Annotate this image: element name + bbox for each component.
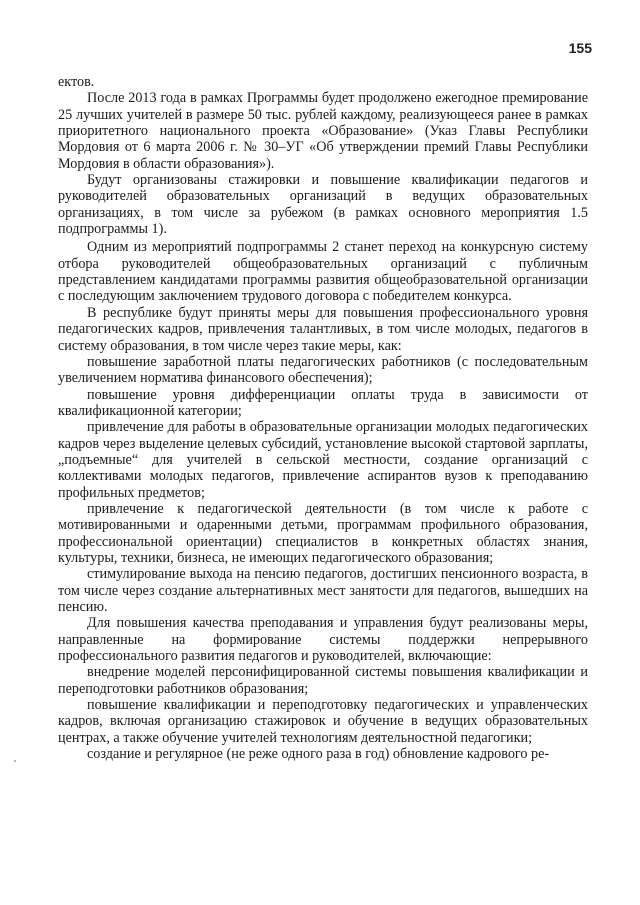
paragraph-internships: Будут организованы стажировки и повышение квалификации педагогов и руководителей образовательных организаций в ведущих образовательных организациях, в том числе за рубежом (в рамках основного мероприятия 1.5 подпрограммы 1). <box>58 172 588 238</box>
list-item-personalized-models: внедрение моделей персонифицированной системы повышения квалификации и переподготовки работников образования; <box>58 664 588 697</box>
list-item-specialists: привлечение к педагогической деятельности (в том числе к работе с мотивированными и одаренными детьми, программам профильного образования, профессиональной ориентации) специалистов в конкретных областях знания, культуры, техники, бизнеса, не имеющих педагогического образования; <box>58 500 588 566</box>
paragraph-measures-intro: В республике будут приняты меры для повышения профессионального уровня педагогических кадров, привлечения талантливых, в том числе молодых, педагогов в систему образования, в том числе через такие меры, как: <box>58 304 588 354</box>
paragraph-competitive-selection: Одним из мероприятий подпрограммы 2 станет переход на конкурсную систему отбора руководителей общеобразовательных организаций с публичным представлением кандидатами программы развития общеобразовательной организации с последующим заключением трудового договора с победителем конкурса. <box>58 239 588 305</box>
page-number: 155 <box>568 40 592 56</box>
list-item-qualification-upgrade: повышение квалификации и переподготовку педагогических и управленческих кадров, включая организацию стажировок и обучение в ведущих образовательных центрах, а также обучение учителей технологиям деятельностной педагогики; <box>58 697 588 746</box>
body-text <box>58 74 588 762</box>
list-item-salary-increase: повышение заработной платы педагогических работников (с последовательным увеличением норматива финансового обеспечения); <box>58 353 588 387</box>
list-item-young-teachers: привлечение для работы в образовательные организации молодых педагогических кадров через выделение целевых субсидий, установление высокой стартовой зарплаты, „подъемные“ для учителей в сельской местности, создание организаций с коллективами молодых педагогов, привлечение аспирантов вузов к преподаванию профильных предметов; <box>58 419 588 501</box>
list-item-personnel-reserve: создание и регулярное (не реже одного раза в год) обновление кадрового ре- <box>87 746 550 763</box>
paragraph-teaching-quality: Для повышения качества преподавания и управления будут реализованы меры, направленные на формирование системы поддержки непрерывного профессионального развития педагогов и руководителей, включающие: <box>58 615 588 665</box>
scan-artifact <box>14 760 16 762</box>
paragraph-continuation: ектов. <box>58 74 95 90</box>
list-item-retirement: стимулирование выхода на пенсию педагогов, достигших пенсионного возраста, в том числе через создание альтернативных мест занятости для педагогов, вышедших на пенсию. <box>58 566 588 615</box>
paragraph-teacher-awards: После 2013 года в рамках Программы будет продолжено ежегодное премирование 25 лучших учителей в размере 50 тыс. рублей каждому, реализующееся ранее в рамках приоритетного национального проекта «Образование» (Указ Главы Республики Мордовия от 6 марта 2006 г. № 30–УГ «Об утверждении премий Главы Республики Мордовия в области образования»). <box>58 90 588 172</box>
list-item-pay-differentiation: повышение уровня дифференциации оплаты труда в зависимости от квалификационной категории; <box>58 386 588 419</box>
